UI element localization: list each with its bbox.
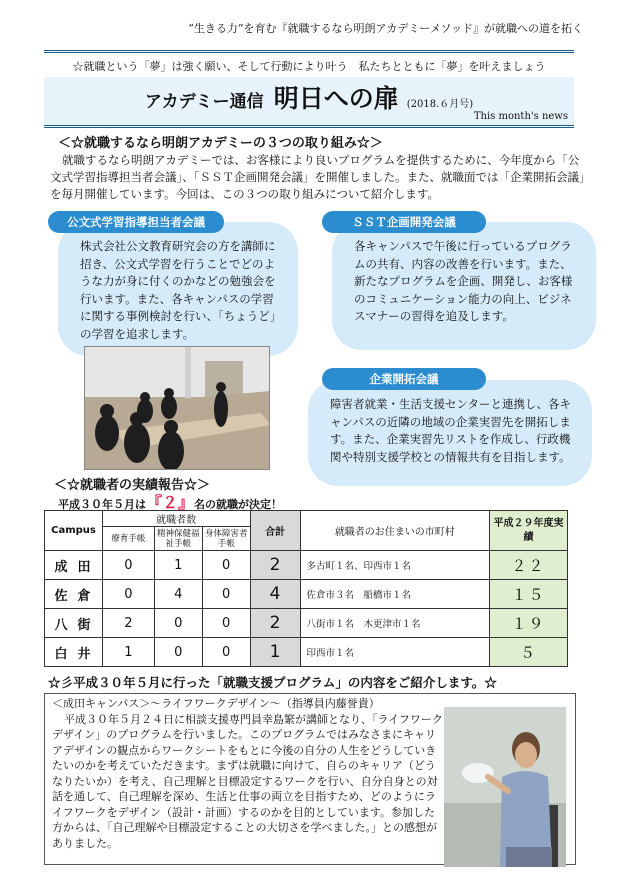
kigyo-bubble — [308, 380, 592, 486]
table-row — [45, 609, 568, 638]
table-row — [45, 580, 568, 609]
cell-city: 印西市１名 — [300, 638, 490, 667]
meeting-photo — [84, 346, 270, 470]
cell-total: 1 — [250, 638, 300, 667]
newsletter-name: アカデミー通信 — [144, 92, 264, 112]
cell-total: 4 — [250, 580, 300, 609]
masthead-subtitle: ☆就職という「夢」は強く願い、そして行動により叶う 私たちとともに「夢」を叶えましょう — [72, 60, 546, 73]
cell-shintai: 0 — [202, 580, 250, 609]
campus-header: Campus — [45, 511, 103, 551]
section3-heading: ☆彡平成３０年５月に行った「就職支援プログラム」の内容をご紹介します。☆ — [48, 675, 497, 690]
campus-name: 白井 — [45, 638, 103, 667]
campus-name: 佐倉 — [45, 580, 103, 609]
cell-seishin: 0 — [154, 609, 202, 638]
program-body: 平成３０年５月２４日に相談支援専門員幸島繁が講師となり、「ライフワークデザイン」のプログラムを行いました。このプログラムではみなさまにキャリアデザインの観点からワークシートをもとに今後の自分の人生をどうしていきたいのかを考えていただきます。まずは就職に向けて、自らのキャリア（どうなりたいか）を考え、自己理解と目標設定するワークを行い、自分自身との対話を通して、自己理解を深め、生活と仕事の両立を目指すため、どのようにライフワークをデザイン（設計・計画）するのかを目的としています。参加した方からは、「自己理解や目標設定することの大切さを学べました。」との感想がありました。 — [52, 712, 443, 850]
cell-seishin: 4 — [154, 580, 202, 609]
cell-prev-year: １９ — [490, 609, 568, 638]
cell-prev-year: ２２ — [490, 551, 568, 580]
cell-shintai: 0 — [202, 638, 250, 667]
hire-count: 『２』 — [146, 493, 195, 512]
cell-seishin: 0 — [154, 638, 202, 667]
cell-city: 八街市１名 木更津市１名 — [300, 609, 490, 638]
cell-ryoiku: 0 — [102, 551, 154, 580]
campus-name: 成田 — [45, 551, 103, 580]
city-header: 就職者のお住まいの市町村 — [300, 511, 490, 551]
cell-shintai: 0 — [202, 551, 250, 580]
col-seishin-header: 精神保健福祉手帳 — [154, 527, 202, 551]
col-shintai-header: 身体障害者手帳 — [202, 527, 250, 551]
employment-table — [44, 510, 568, 667]
col-ryoiku-header: 療育手帳 — [102, 527, 154, 551]
table-row — [45, 551, 568, 580]
program-text — [52, 696, 444, 851]
section2-heading: ＜☆就職者の実績報告☆＞ — [54, 478, 211, 493]
kumon-label: 公文式学習指導担当者会議 — [48, 211, 224, 233]
program-subheading: ＜成田キャンパス＞〜ライフワークデザイン〜（指導員内藤誉貴） — [52, 697, 380, 710]
report-prefix: 平成３０年５月は — [58, 498, 146, 511]
cell-ryoiku: 0 — [102, 580, 154, 609]
newsletter-title: 明日への扉 — [273, 84, 399, 113]
sst-label: ＳＳＴ企画開発会議 — [322, 211, 486, 233]
kumon-text: 株式会社公文教育研究会の方を講師に招き、公文式学習を行うことでどのような力が身に付くのかなどの勉強会を行います。また、各キャンパスの学習に関する事例検討を行い、「ちょうど」の学習を追求します。 — [80, 239, 276, 341]
total-header: 合計 — [250, 511, 300, 551]
tagline: “生きる力”を育む『就職するなら明朗アカデミーメソッド』が就職への道を拓く — [188, 22, 583, 35]
campus-name: 八街 — [45, 609, 103, 638]
cell-total: 2 — [250, 551, 300, 580]
kigyo-text: 障害者就業・生活支援センターと連携し、各キャンパスの近隣の地域の企業実習先を開拓します。また、企業実習先リストを作成し、行政機関や特別支援学校との情報共有を目指します。 — [330, 397, 572, 464]
section1-intro: 就職するなら明朗アカデミーでは、お客様により良いプログラムを提供するために、今年度から「公文式学習指導担当者会議」、「ＳＳＴ企画開発会議」を開催しました。また、就職面では「企業開拓会議」を毎月開催しています。今回は、この３つの取り組みについて紹介します。 — [50, 153, 585, 201]
cell-ryoiku: 2 — [102, 609, 154, 638]
cell-shintai: 0 — [202, 609, 250, 638]
masthead — [44, 50, 574, 128]
kumon-bubble — [58, 222, 298, 356]
cell-seishin: 1 — [154, 551, 202, 580]
sst-bubble — [332, 222, 596, 350]
issue-date: (2018.６月号) — [406, 99, 474, 110]
cell-city: 佐倉市３名 船橋市１名 — [300, 580, 490, 609]
cell-prev-year: ５ — [490, 638, 568, 667]
report-suffix: 名の就職が決定！ — [194, 498, 283, 511]
cell-ryoiku: 1 — [102, 638, 154, 667]
table-row — [45, 638, 568, 667]
cell-prev-year: １５ — [490, 580, 568, 609]
kigyo-label: 企業開拓会議 — [322, 368, 486, 390]
prev-year-header: 平成２９年度実績 — [490, 511, 568, 551]
cell-total: 2 — [250, 609, 300, 638]
cell-city: 多古町１名、印西市１名 — [300, 551, 490, 580]
count-header: 就職者数 — [102, 511, 250, 527]
sst-text: 各キャンパスで午後に行っているプログラムの共有、内容の改善を行います。また、新たなプログラムを企画、開発し、お客様のコミュニケーション能力の向上、ビジネスマナーの習得を追及します。 — [354, 239, 573, 323]
masthead-title — [44, 79, 574, 115]
lecturer-photo — [444, 707, 566, 867]
month-label: This month's news — [473, 111, 568, 122]
section1-heading: ＜☆就職するなら明朗アカデミーの３つの取り組み☆＞ — [58, 136, 383, 151]
